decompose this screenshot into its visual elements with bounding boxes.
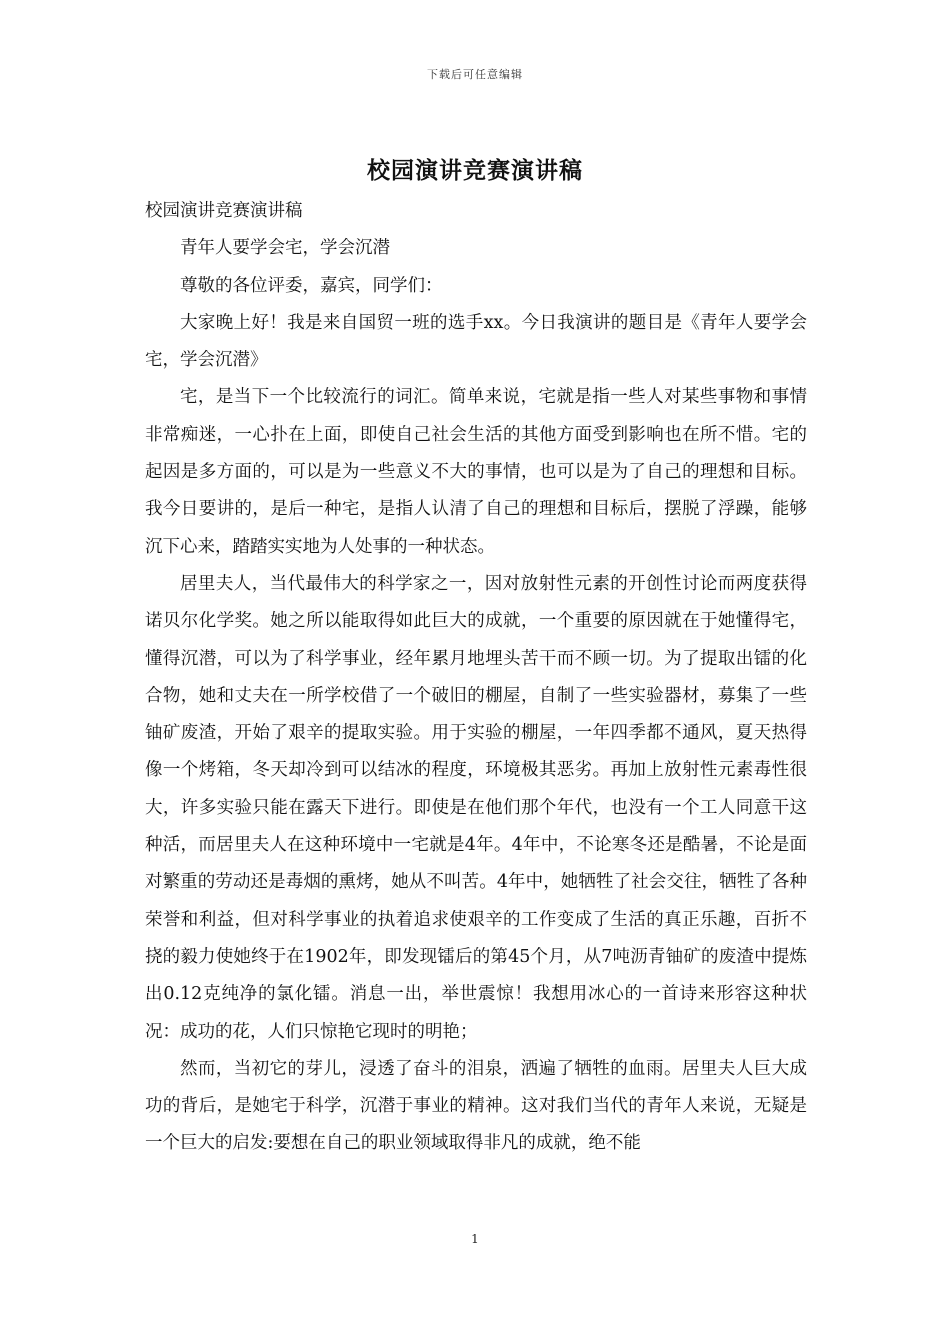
- speech-title-paragraph: 青年人要学会宅，学会沉潜: [180, 238, 390, 259]
- body-paragraph: 居里夫人，当代最伟大的科学家之一，因对放射性元素的开创性讨论而两度获得诺贝尔化学奖。她之所以能取得如此巨大的成就，一个重要的原因就在于她懂得宅，懂得沉潜，可以为了科学事业，经年累月地埋头苦干而不顾一切。为了提取出镭的化合物，她和丈夫在一所学校借了一个破旧的棚屋，自制了一些实验器材，募集了一些铀矿废渣，开始了艰辛的提取实验。用于实验的棚屋，一年四季都不通风，夏天热得像一个烤箱，冬天却冷到可以结冰的程度，环境极其恶劣。再加上放射性元素毒性很大，许多实验只能在露天下进行。即使是在他们那个年代，也没有一个工人同意干这种活，而居里夫人在这种环境中一宅就是4年。4年中，不论寒冬还是酷暑，不论是面对繁重的劳动还是毒烟的熏烤，她从不叫苦。4年中，她牺牲了社会交往，牺牲了各种荣誉和利益，但对科学事业的执着追求使艰辛的工作变成了生活的真正乐趣，百折不挠的毅力使她终于在1902年，即发现镭后的第45个月，从7吨沥青铀矿的废渣中提炼出0.12克纯净的氯化镭。消息一出，举世震惊！我想用冰心的一首诗来形容这种状况：成功的花，人们只惊艳它现时的明艳；: [145, 573, 807, 1042]
- page-header: 下载后可任意编辑: [427, 68, 523, 81]
- document-body: [145, 193, 807, 1163]
- body-paragraph: 然而，当初它的芽儿，浸透了奋斗的泪泉，洒遍了牺牲的血雨。居里夫人巨大成功的背后，是她宅于科学，沉潜于事业的精神。这对我们当代的青年人来说，无疑是一个巨大的启发:要想在自己的职业领域取得非凡的成就，绝不能: [145, 1058, 807, 1154]
- body-paragraph: 大家晚上好！我是来自国贸一班的选手xx。今日我演讲的题目是《青年人要学会宅，学会沉潜》: [145, 312, 807, 371]
- document-title: 校园演讲竞赛演讲稿: [367, 157, 583, 184]
- subtitle-paragraph: 校园演讲竞赛演讲稿: [145, 201, 303, 221]
- salutation-paragraph: 尊敬的各位评委，嘉宾，同学们：: [180, 275, 443, 296]
- page-number: 1: [471, 1232, 479, 1246]
- body-paragraph: 宅，是当下一个比较流行的词汇。简单来说，宅就是指一些人对某些事物和事情非常痴迷，一心扑在上面，即使自己社会生活的其他方面受到影响也在所不惜。宅的起因是多方面的，可以是为一些意义不大的事情，也可以是为了自己的理想和目标。我今日要讲的，是后一种宅，是指人认清了自己的理想和目标后，摆脱了浮躁，能够沉下心来，踏踏实实地为人处事的一种状态。: [145, 387, 807, 557]
